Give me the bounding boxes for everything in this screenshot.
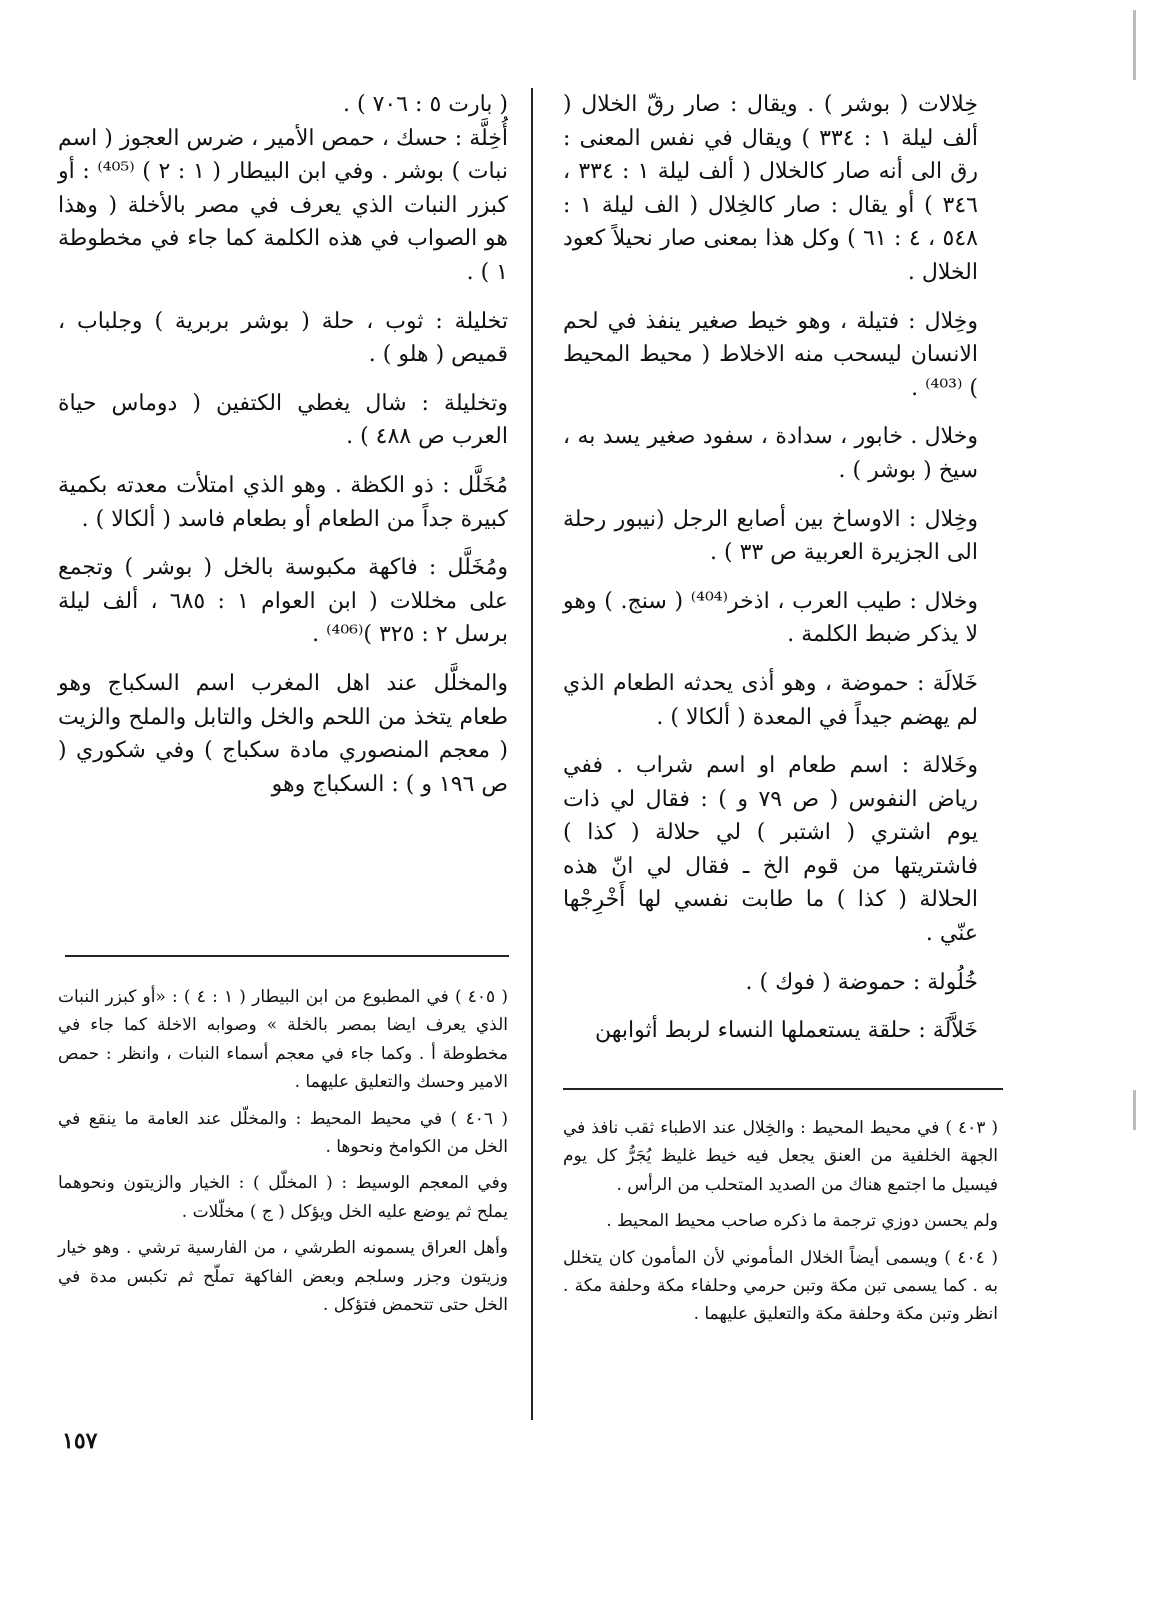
footnote-divider bbox=[65, 955, 509, 957]
column-separator bbox=[531, 88, 533, 1420]
scan-edge-mark bbox=[1133, 10, 1136, 80]
entry-paragraph: خِلالات ( بوشر ) . ويقال : صار رقّ الخلال ( ألف ليلة ١ : ٣٣٤ ) ويقال في نفس المعنى : رق الى أنه صار كالخلال ( ألف ليلة ١ : ٣٣٤ ، ٣٤٦ ) أو يقال : صار كالخِلال ( الف ليلة ١ : ٥٤٨ ، ٤ : ٦١ ) وكل هذا بمعنى صار نحيلاً كعود الخلال . bbox=[563, 92, 979, 285]
footnote: ( ٤٠٤ ) ويسمى أيضاً الخلال المأموني لأن المأمون كان يتخلل به . كما يسمى تبن مكة وتبن حرمي وحلفاء مكة وحلفة مكة . انظر وتبن مكة وحلفة مكة والتعليق عليهما . bbox=[563, 1247, 998, 1325]
entry-paragraph: أُخِلَّة : حسك ، حمص الأمير ، ضرس العجوز ( اسم نبات ) بوشر . وفي ابن البيطار ( ١ : ٢ ) ⁽⁴⁰⁵⁾ : أو كبزر النبات الذي يعرف في مصر بالأخلة ( وهذا هو الصواب في هذه الكلمة كما جاء في مخطوطة ١ ) . bbox=[58, 125, 508, 285]
page-number: ١٥٧ bbox=[62, 1428, 98, 1454]
footnote: ( ٤٠٣ ) في محيط المحيط : والخِلال عند الاطباء ثقب نافذ في الجهة الخلفية من العنق يجعل فيه خيط غليظ يُجَرُّ كل يوم فيسيل ما اجتمع هناك من الصديد المتحلب من الرأس . bbox=[563, 1118, 998, 1195]
entry-paragraph: وخِلال : فتيلة ، وهو خيط صغير ينفذ في لحم الانسان ليسحب منه الاخلاط ( محيط المحيط ) ⁽⁴⁰³⁾ . bbox=[563, 308, 978, 401]
entry-paragraph: ومُخَلَّل : فاكهة مكبوسة بالخل ( بوشر ) وتجمع على مخللات ( ابن العوام ١ : ٦٨٥ ، ألف ليلة برسل ٢ : ٣٢٥ )⁽⁴⁰⁶⁾ . bbox=[58, 555, 508, 648]
footnote: ولم يحسن دوزي ترجمة ما ذكره صاحب محيط المحيط . bbox=[606, 1211, 998, 1232]
entry-paragraph: وتخليلة : شال يغطي الكتفين ( دوماس حياة العرب ص ٤٨٨ ) . bbox=[58, 390, 508, 450]
entry-paragraph: خَلاَّلَة : حلقة يستعملها النساء لربط أثوابهن bbox=[595, 1018, 978, 1044]
entry-paragraph: تخليلة : ثوب ، حلة ( بوشر بربرية ) وجلباب ، قميص ( هلو ) . bbox=[58, 308, 508, 368]
entry-paragraph: ( بارت ٥ : ٧٠٦ ) . bbox=[343, 92, 508, 117]
entry-paragraph: خَلالَة : حموضة ، وهو أذى يحدثه الطعام الذي لم يهضم جيداً في المعدة ( ألكالا ) . bbox=[563, 670, 978, 730]
entry-paragraph: وخَلالة : اسم طعام او اسم شراب . ففي رياض النفوس ( ص ٧٩ و ) : فقال لي ذات يوم اشتري ( اشتبر ) لي حلالة ( كذا ) فاشتريتها من قوم الخ ـ فقال لي انّ هذه الحلالة ( كذا ) ما طابت نفسي لها أَخْرِجْها عنّي . bbox=[563, 753, 978, 947]
footnote: وأهل العراق يسمونه الطرشي ، من الفارسية ترشي . وهو خيار وزيتون وجزر وسلجم وبعض الفاكهة تملّح ثم تكبس مدة في الخل حتى تتحمض فتؤكل . bbox=[58, 1238, 508, 1316]
footnote: وفي المعجم الوسيط : ( المخلّل ) : الخيار والزيتون ونحوهما يملح ثم يوضع عليه الخل ويؤكل ( ج ) مخلّلات . bbox=[58, 1173, 508, 1222]
left-column bbox=[58, 88, 508, 816]
entry-paragraph: وخلال : طيب العرب ، اذخر⁽⁴⁰⁴⁾ ( سنج. ) وهو لا يذكر ضبط الكلمة . bbox=[563, 588, 978, 648]
entry-paragraph: مُخَلَّل : ذو الكظة . وهو الذي امتلأت معدته بكمية كبيرة جداً من الطعام أو بطعام فاسد ( ألكالا ) . bbox=[58, 472, 508, 532]
footnote-divider bbox=[563, 1088, 1003, 1090]
scan-edge-mark bbox=[1133, 1090, 1136, 1130]
footnote: ( ٤٠٦ ) في محيط المحيط : والمخلّل عند العامة ما ينقع في الخل من الكوامخ ونحوها . bbox=[58, 1108, 508, 1158]
entry-paragraph: وخلال . خابور ، سدادة ، سفود صغير يسد به ، سيخ ( بوشر ) . bbox=[563, 424, 978, 483]
footnote: ( ٤٠٥ ) في المطبوع من ابن البيطار ( ١ : ٤ ) : «أو كبزر النبات الذي يعرف ايضا بمصر بالخلة » وصوابه الاخلة كما جاء في مخطوطة أ . وكما جاء في معجم أسماء النبات ، وانظر : حمص الامير وحسك والتعليق عليهما . bbox=[58, 987, 508, 1093]
entry-paragraph: والمخلَّل عند اهل المغرب اسم السكباج وهو طعام يتخذ من اللحم والخل والتابل والملح والزيت ( معجم المنصوري مادة سكباج ) وفي شكوري ( ص ١٩٦ و ) : السكباج وهو bbox=[58, 670, 508, 797]
right-column bbox=[563, 88, 978, 1063]
right-footnotes bbox=[563, 1114, 998, 1337]
entry-paragraph: وخِلال : الاوساخ بين أصابع الرجل (نيبور رحلة الى الجزيرة العربية ص ٣٣ ) . bbox=[563, 506, 978, 566]
left-footnotes bbox=[58, 983, 508, 1327]
entry-paragraph: خُلُولة : حموضة ( فوك ) . bbox=[745, 969, 978, 995]
